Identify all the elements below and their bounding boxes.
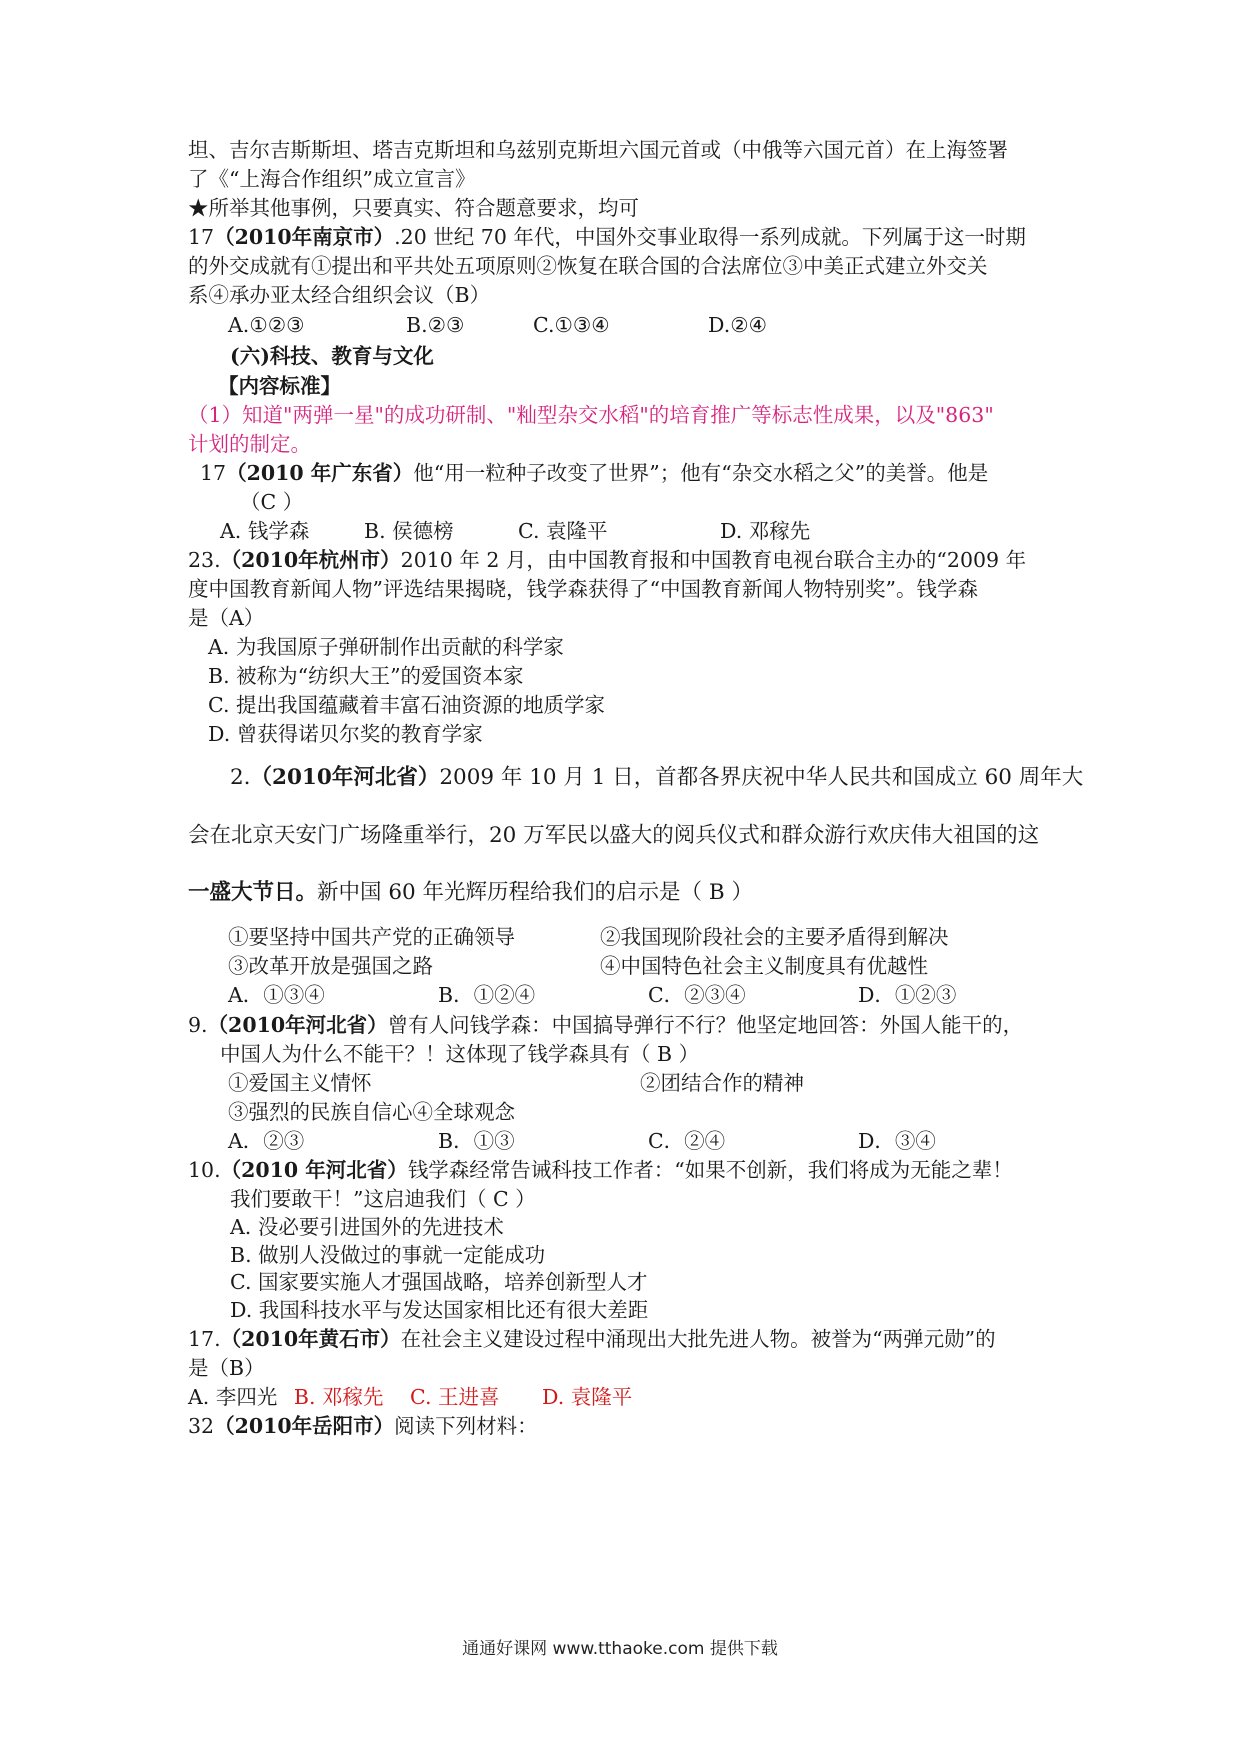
question-text: .20 世纪 70 年代，中国外交事业取得一系列成就。下列属于这一时期	[394, 225, 1026, 249]
section-title: (六)科技、教育与文化	[230, 344, 434, 368]
option-d: D. 我国科技水平与发达国家相比还有很大差距	[230, 1298, 649, 1322]
question-23-hangzhou	[188, 546, 1026, 574]
option-c: C. 国家要实施人才强国战略，培养创新型人才	[230, 1270, 648, 1294]
question-2-hebei	[230, 764, 1083, 792]
question-source: （2010 年河北省）	[220, 1158, 408, 1182]
option-a: A. 没必要引进国外的先进技术	[230, 1215, 504, 1239]
question-17-nanjing	[188, 223, 1026, 251]
option-b: B. 做别人没做过的事就一定能成功	[230, 1243, 546, 1267]
option-d: D.②④	[708, 313, 767, 337]
option-b: B.②③	[406, 313, 465, 337]
content-standard-line-2: 计划的制定。	[188, 432, 311, 456]
page-footer: 通通好课网 www.tthaoke.com 提供下载	[462, 1639, 778, 1659]
option-a: A.①②③	[228, 313, 305, 337]
statement-1: ①爱国主义情怀	[228, 1071, 372, 1095]
question-17-huangshi	[188, 1325, 996, 1353]
option-a: A．①③④	[228, 983, 325, 1007]
question-source: （2010年杭州市）	[220, 548, 401, 572]
question-text-line	[188, 879, 753, 907]
intro-line-1: 坦、吉尔吉斯斯坦、塔吉克斯坦和乌兹别克斯坦六国元首或（中俄等六国元首）在上海签署	[188, 138, 1008, 162]
option-c: C.①③④	[533, 313, 610, 337]
question-text-line: 中国人为什么不能干？！这体现了钱学森具有（ B ）	[220, 1042, 700, 1066]
question-text-line: 会在北京天安门广场隆重举行，20 万军民以盛大的阅兵仪式和群众游行欢庆伟大祖国的这	[188, 823, 1040, 848]
question-17-guangdong	[200, 459, 988, 487]
question-source: （2010年黄石市）	[220, 1327, 401, 1351]
question-source: （2010年河北省）	[250, 765, 440, 790]
option-b: B. 被称为“纺织大王”的爱国资本家	[208, 664, 524, 688]
question-source: （2010年河北省）	[207, 1013, 388, 1037]
option-d: D. 袁隆平	[542, 1385, 633, 1409]
statement-3: ③改革开放是强国之路	[228, 954, 433, 978]
question-text-line: 的外交成就有①提出和平共处五项原则②恢复在联合国的合法席位③中美正式建立外交关	[188, 254, 988, 278]
option-d: D. 曾获得诺贝尔奖的教育学家	[208, 722, 483, 746]
option-a: A．②③	[228, 1129, 305, 1153]
option-d: D. 邓稼先	[720, 519, 811, 543]
statement-1: ①要坚持中国共产党的正确领导	[228, 925, 515, 949]
question-number: 10.	[188, 1158, 221, 1182]
question-number: 17	[200, 461, 227, 485]
question-text: 阅读下列材料：	[394, 1414, 538, 1438]
question-text-line: 是（B）	[188, 1356, 265, 1380]
question-32-yueyang	[188, 1412, 538, 1440]
question-9-hebei	[188, 1011, 1023, 1039]
question-number: 32	[188, 1414, 215, 1438]
option-b: B. 侯德榜	[364, 519, 454, 543]
question-answer: （C ）	[240, 490, 304, 514]
option-b: B．①③	[438, 1129, 515, 1153]
question-text: 2010 年 2 月，由中国教育报和中国教育电视台联合主办的“2009 年	[400, 548, 1027, 572]
question-text-line: 系④承办亚太经合组织会议（B）	[188, 283, 491, 307]
question-10-hebei	[188, 1156, 1013, 1184]
intro-line-2: 了《“上海合作组织”成立宣言》	[188, 167, 476, 191]
option-a: A. 钱学森	[220, 519, 310, 543]
statement-4: ④中国特色社会主义制度具有优越性	[600, 954, 928, 978]
question-text: 2009 年 10 月 1 日，首都各界庆祝中华人民共和国成立 60 周年大	[439, 765, 1084, 790]
question-number: 17	[188, 225, 215, 249]
question-number: 9.	[188, 1013, 208, 1037]
question-text-line: 我们要敢干！”这启迪我们（ C ）	[230, 1187, 536, 1211]
question-text-line: 度中国教育新闻人物”评选结果揭晓，钱学森获得了“中国教育新闻人物特别奖”。钱学森	[188, 577, 978, 601]
option-a: A. 李四光	[188, 1385, 278, 1409]
option-c: C. 袁隆平	[518, 519, 608, 543]
question-number: 17.	[188, 1327, 221, 1351]
option-a: A. 为我国原子弹研制作出贡献的科学家	[208, 635, 564, 659]
statement-3: ③强烈的民族自信心④全球观念	[228, 1100, 515, 1124]
question-source: （2010 年广东省）	[226, 461, 414, 485]
option-d: D．③④	[858, 1129, 936, 1153]
question-text: 他“用一粒种子改变了世界”；他有“杂交水稻之父”的美誉。他是	[413, 461, 989, 485]
statement-2: ②我国现阶段社会的主要矛盾得到解决	[600, 925, 949, 949]
question-text-line: 是（A）	[188, 606, 265, 630]
option-d: D．①②③	[858, 983, 957, 1007]
question-source: （2010年岳阳市）	[214, 1414, 395, 1438]
question-text: 在社会主义建设过程中涌现出大批先进人物。被誉为“两弹元勋”的	[400, 1327, 996, 1351]
content-standard-label: 【内容标准】	[218, 374, 341, 398]
option-b: B. 邓稼先	[293, 1385, 384, 1409]
option-c: C. 提出我国蕴藏着丰富石油资源的地质学家	[208, 693, 605, 717]
option-c: C．②③④	[648, 983, 746, 1007]
question-text-bold: 一盛大节日。	[188, 880, 318, 905]
option-c: C．②④	[648, 1129, 726, 1153]
option-b: B．①②④	[438, 983, 536, 1007]
question-text: 曾有人问钱学森：中国搞导弹行不行？他坚定地回答：外国人能干的，	[387, 1013, 1024, 1037]
answer-options	[188, 1383, 632, 1411]
content-standard-line-1: （1）知道"两弹一星"的成功研制、"籼型杂交水稻"的培育推广等标志性成果，以及"863"	[188, 403, 994, 427]
intro-note: ★所举其他事例，只要真实、符合题意要求，均可	[188, 196, 639, 220]
question-text: 新中国 60 年光辉历程给我们的启示是（ B ）	[317, 880, 754, 905]
question-text: 钱学森经常告诫科技工作者：“如果不创新，我们将成为无能之辈！	[407, 1158, 1013, 1182]
statement-2: ②团结合作的精神	[640, 1071, 804, 1095]
question-number: 23.	[188, 548, 221, 572]
question-source: （2010年南京市）	[214, 225, 395, 249]
option-c: C. 王进喜	[410, 1385, 500, 1409]
question-number: 2.	[230, 765, 251, 790]
